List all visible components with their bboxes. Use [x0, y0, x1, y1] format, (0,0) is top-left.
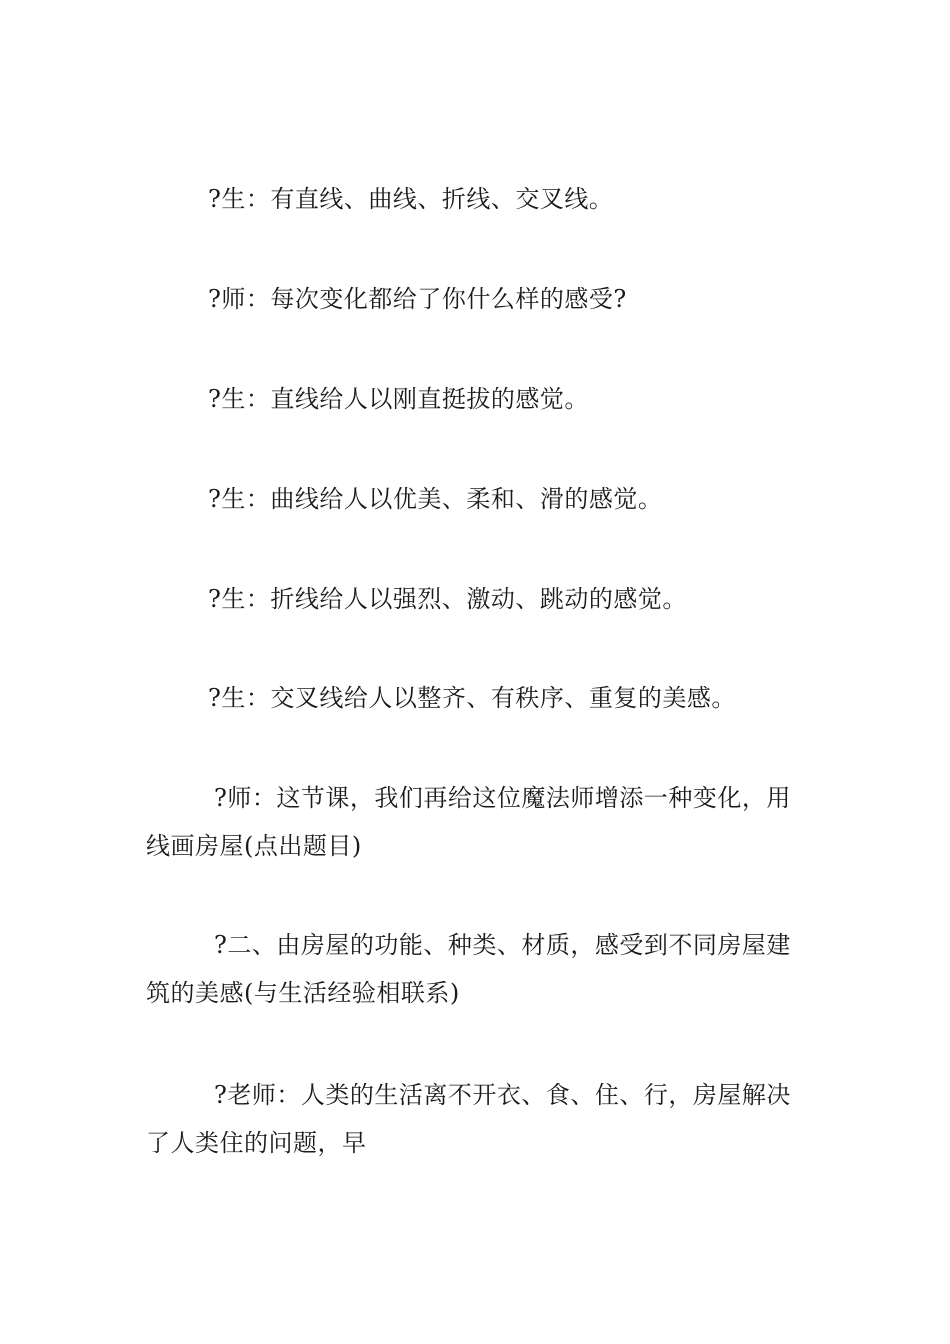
paragraph-8: ?二、由房屋的功能、种类、材质，感受到不同房屋建筑的美感(与生活经验相联系) — [146, 931, 791, 1007]
paragraph-2: ?师：每次变化都给了你什么样的感受? — [208, 285, 627, 313]
paragraph-1: ?生：有直线、曲线、折线、交叉线。 — [208, 185, 614, 213]
paragraph-4: ?生：曲线给人以优美、柔和、滑的感觉。 — [208, 485, 663, 513]
paragraph-6: ?生：交叉线给人以整齐、有秩序、重复的美感。 — [208, 684, 736, 712]
paragraph-7: ?师：这节课，我们再给这位魔法师增添一种变化，用线画房屋(点出题目) — [146, 784, 791, 860]
paragraph-9: ?老师：人类的生活离不开衣、食、住、行，房屋解决了人类住的问题，早 — [146, 1081, 791, 1157]
paragraph-3: ?生：直线给人以刚直挺拔的感觉。 — [208, 385, 589, 413]
paragraph-5: ?生：折线给人以强烈、激动、跳动的感觉。 — [208, 585, 687, 613]
